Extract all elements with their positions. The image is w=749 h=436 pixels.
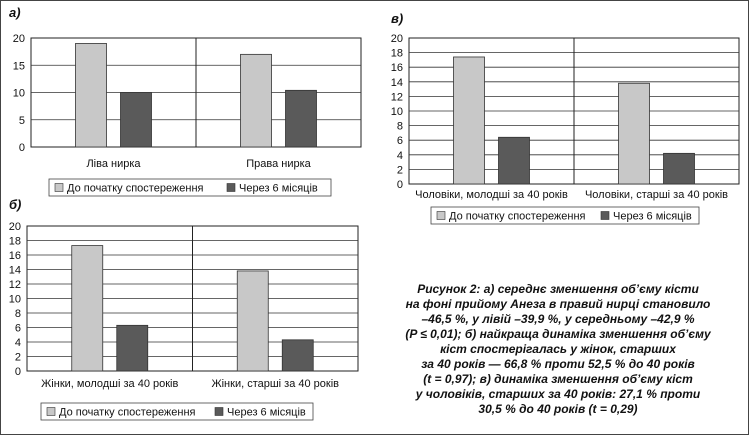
y-tick-label: 10 [12, 87, 25, 100]
caption-line: (t = 0,97); в) динаміка зменшення об’єму кіст [423, 372, 693, 386]
category-label: Ліва нирка [86, 158, 141, 170]
y-tick-label: 18 [390, 47, 403, 60]
category-label: Права нирка [246, 158, 311, 170]
legend-swatch [47, 408, 55, 416]
y-tick-label: 12 [8, 279, 21, 291]
y-tick-label: 0 [14, 366, 21, 378]
y-tick-label: 20 [12, 33, 25, 45]
y-tick-label: 10 [390, 106, 403, 118]
y-tick-label: 10 [8, 293, 21, 306]
legend-label: До початку спостереження [59, 406, 196, 419]
legend-label: Через 6 місяців [613, 210, 692, 223]
caption-line: за 40 років — 66,8 % проти 52,5 % до 40 років [421, 357, 695, 371]
y-tick-label: 5 [18, 114, 25, 127]
y-tick-label: 4 [14, 337, 21, 349]
caption-line: у чоловіків, старших за 40 років: 27,1 % проти [415, 387, 701, 401]
caption-line: на фоні прийому Анеза в правий нирці становило [405, 297, 711, 311]
y-tick-label: 14 [390, 76, 403, 89]
category-label: Чоловіки, молодші за 40 років [415, 189, 568, 201]
y-tick-label: 20 [8, 221, 21, 233]
y-tick-label: 2 [396, 164, 403, 177]
y-tick-label: 8 [14, 308, 21, 320]
legend-label: Через 6 місяців [239, 182, 318, 195]
panel-letter-a: а) [9, 5, 21, 20]
caption-line: 30,5 % до 40 років (t = 0,29) [478, 402, 638, 416]
bar [282, 340, 313, 371]
y-tick-label: 15 [12, 60, 25, 73]
y-tick-label: 20 [390, 33, 403, 45]
y-tick-label: 0 [396, 179, 403, 191]
caption-line: –46,5 %, у лівій –39,9 %, у середньому –42,9 % [421, 312, 695, 326]
y-tick-label: 0 [18, 142, 25, 154]
legend-label: Через 6 місяців [227, 406, 306, 419]
category-label: Чоловіки, старші за 40 років [584, 189, 729, 201]
category-label: Жінки, молодші за 40 років [41, 378, 179, 390]
panel-letter-v: в) [391, 11, 404, 26]
y-tick-label: 14 [8, 264, 21, 277]
y-tick-label: 16 [390, 62, 403, 75]
y-tick-label: 16 [8, 250, 21, 262]
legend-label: До початку спостереження [449, 210, 586, 223]
caption-line: Рисунок 2: а) середнє зменшення об’єму кісти [417, 282, 699, 296]
bar [117, 325, 148, 371]
panel-letter-b: б) [9, 197, 22, 212]
y-tick-label: 12 [390, 91, 403, 104]
caption-line: (P ≤ 0,01); б) найкраща динаміка зменшення об’єму [405, 327, 711, 341]
legend-label: До початку спостереження [67, 182, 204, 195]
figure-caption [373, 282, 743, 417]
bar [72, 246, 103, 371]
y-tick-label: 6 [14, 322, 21, 335]
category-label: Жінки, старші за 40 років [211, 378, 340, 390]
y-tick-label: 4 [396, 149, 403, 162]
caption-line: кіст спостерігалась у жінок, старших [440, 342, 676, 356]
bar [237, 271, 268, 371]
y-tick-label: 8 [396, 120, 403, 133]
y-tick-label: 18 [8, 235, 21, 248]
legend-swatch [215, 408, 223, 416]
y-tick-label: 2 [14, 351, 21, 364]
y-tick-label: 6 [396, 135, 403, 148]
